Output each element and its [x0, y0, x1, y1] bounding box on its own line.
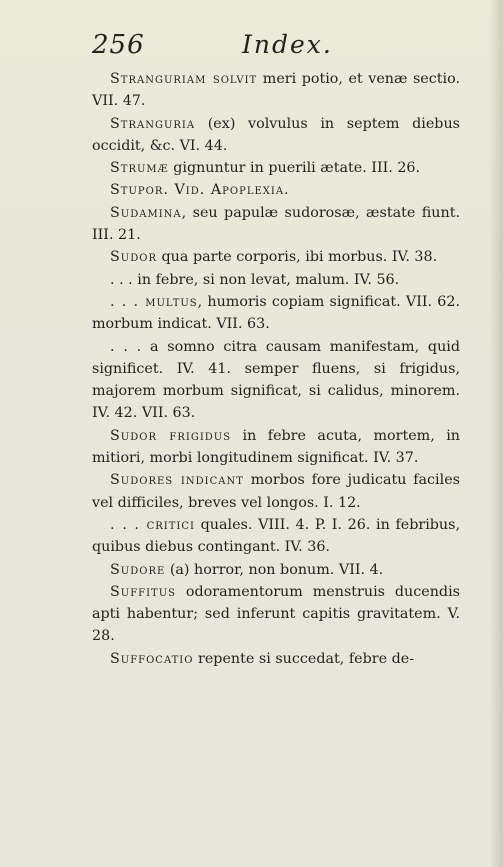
- entry-head: Sudor frigidus: [110, 427, 232, 444]
- index-entry: [92, 68, 460, 113]
- index-entry: [92, 269, 460, 291]
- entry-head: Sudor: [110, 249, 157, 266]
- entry-head: . . . critici: [110, 516, 195, 533]
- entry-head: Stranguria: [110, 115, 196, 132]
- index-entry: [92, 648, 460, 670]
- entry-head: Stupor.: [110, 182, 169, 199]
- entry-body: repente si succedat, febre de-: [193, 650, 415, 667]
- entry-head: Suffocatio: [110, 650, 194, 667]
- entry-body: qua parte corporis, ibi morbus. IV. 38.: [156, 249, 438, 266]
- entry-body: quales. VIII. 4. P. I. 26. in febribus, quibus diebus contingant. IV. 36.: [92, 516, 461, 556]
- entry-body: , humoris copiam significat. VII. 62. morbum indicat. VII. 63.: [92, 293, 460, 333]
- entry-body: odoramentorum menstruis ducendis apti habentur; sed inferunt capitis gravitatem. V. 28.: [92, 583, 460, 645]
- page-title: Index.: [242, 30, 333, 59]
- index-entry: [92, 291, 460, 336]
- entry-body: morbos fore judicatu faciles vel difficiles, breves vel longos. I. 12.: [92, 472, 460, 511]
- index-entry: [92, 336, 460, 425]
- index-entry: [92, 469, 460, 514]
- entry-head: . . . multus: [110, 293, 198, 310]
- entry-head: Sudore: [110, 561, 166, 578]
- entry-body: (a) horror, non bonum. VII. 4.: [165, 561, 384, 578]
- index-entry: [92, 246, 460, 268]
- index-entry: [92, 559, 460, 581]
- entry-body: , seu papulæ sudorosæ, æstate fiunt. III. 21.: [92, 204, 460, 244]
- index-entry: [92, 202, 460, 247]
- running-head: [92, 30, 462, 66]
- index-entry: [92, 581, 460, 648]
- entry-body: in febre acuta, mortem, in mitiori, morbi longitudinem significat. IV. 37.: [92, 427, 460, 467]
- entry-body: . . . a somno citra causam manifestam, quid significet. IV. 41. semper fluens, si frigidus, majorem morbum significat, si calidus, minorem. IV. 42. VII. 63.: [92, 338, 460, 422]
- entry-body: meri potio, et venæ sectio. VII. 47.: [92, 71, 460, 110]
- entry-head: Strumæ: [110, 160, 169, 177]
- page-number: 256: [92, 30, 145, 60]
- index-entry: [92, 514, 460, 559]
- entry-body: . . . in febre, si non levat, malum. IV. 56.: [110, 271, 400, 288]
- entry-head: Stranguriam solvit: [110, 71, 258, 87]
- index-entry: [92, 179, 460, 201]
- index-entry: [92, 157, 460, 179]
- index-entry: [92, 113, 460, 158]
- entry-head: Sudamina: [110, 204, 182, 221]
- page-spine-shadow: [489, 0, 503, 867]
- index-entry: [92, 425, 460, 470]
- entry-head: Sudores indicant: [110, 472, 244, 489]
- entry-head: Suffitus: [110, 583, 176, 600]
- index-entries: [92, 68, 460, 670]
- entry-body: gignuntur in puerili ætate. III. 26.: [168, 160, 421, 177]
- entry-body: Vid. Apoplexia.: [168, 182, 290, 199]
- entry-body: (ex) volvulus in septem diebus occidit, &c. VI. 44.: [92, 115, 460, 154]
